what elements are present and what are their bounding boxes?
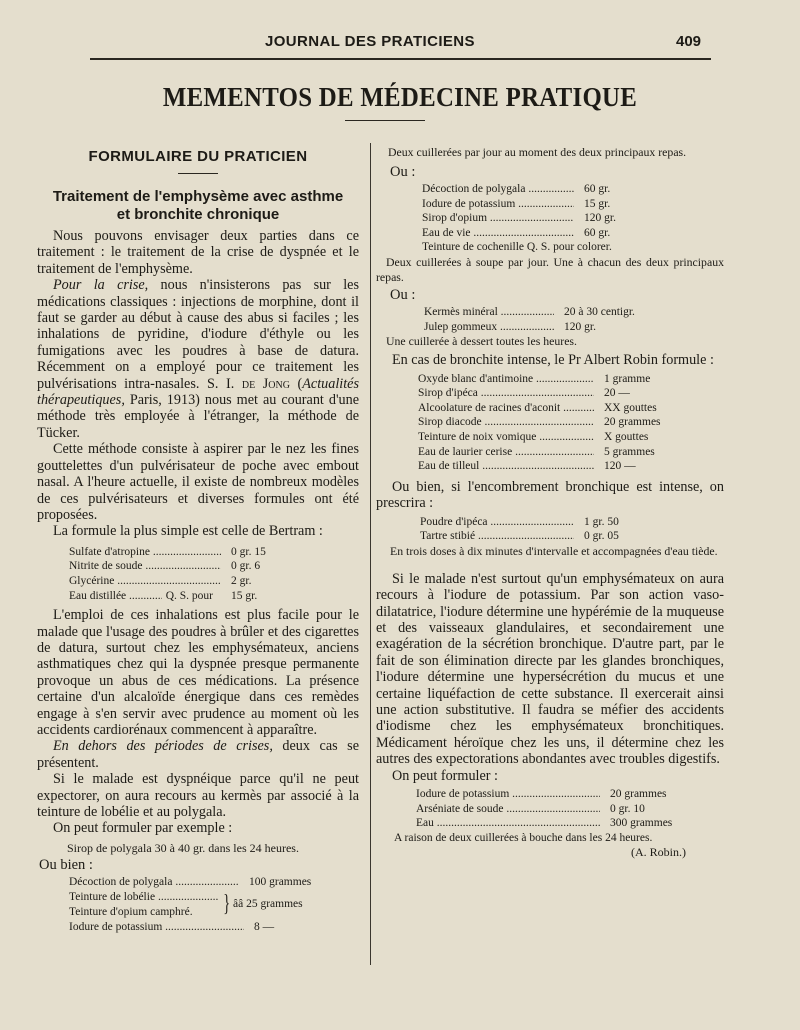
formula-row xyxy=(418,459,694,474)
right-column xyxy=(376,145,724,860)
formula-polygala xyxy=(37,875,319,935)
formula-row xyxy=(422,226,674,241)
formula-row xyxy=(422,197,674,212)
ingredient-dose: 0 gr. 05 xyxy=(584,530,619,543)
ingredient-dose: 15 gr. xyxy=(231,589,258,602)
section-title: FORMULAIRE DU PRATICIEN xyxy=(88,148,308,165)
ingredient-qs: Q. S. pour xyxy=(165,589,213,602)
ingredient-dose: 100 grammes xyxy=(249,876,312,889)
posology-a: Deux cuillerées à soupe par jour. Une à chacun des deux principaux repas. xyxy=(376,254,724,284)
ingredient-name: Teinture de lobélie ..... xyxy=(69,890,219,905)
ingredient-name: Eau distillée ..... xyxy=(69,589,162,604)
paragraph-method: Cette méthode consiste à aspirer par le nez les fines gouttelettes d'un pulvérisateur de poche avec embout nasal. A l'heure actuelle, il existe de nombreux modèles de ces pulvérisateurs et diverses formules ont été proposées. xyxy=(37,441,359,523)
ingredient-name: Kermès minéral ..... xyxy=(424,305,554,320)
ingredient-dose: 20 grammes xyxy=(610,788,667,800)
ingredient-name: Sirop d'ipéca ..... xyxy=(418,386,594,401)
formula-row xyxy=(69,920,319,935)
formula-row xyxy=(416,802,700,817)
formula-row xyxy=(418,415,694,430)
formula-row xyxy=(416,816,700,831)
paragraph-inhalations: L'emploi de ces inhalations est plus facile pour le malade que l'usage des poudres à brûler et des cigarettes de datura, surtout chez les emphysémateux, anciens asthmatiques chez qui la dyspnée presque permanente provoque un abus de ces médications. La présence certaine d'un alcaloïde énergique dans ces remèdes engage à s'en servir avec prudence au moment où les accidents cardiorénaux commencent à apparaître. xyxy=(37,607,359,738)
crisis-text-b: Paris, 1913) nous met au courant d'une méthode très employée à l'étranger, la méthode de Tücker. xyxy=(37,392,359,441)
ou-bien-label: Ou bien : xyxy=(39,857,93,874)
formula-row xyxy=(424,305,654,320)
paragraph-formuler: On peut formuler : xyxy=(392,767,498,784)
ingredient-dose: X gouttes xyxy=(604,430,649,443)
ingredient-name: Teinture d'opium camphré. xyxy=(69,906,193,919)
ingredient-name: Sirop d'opium ..... xyxy=(422,211,574,226)
formula-row xyxy=(422,211,674,226)
ingredient-name: Alcoolature de racines d'aconit ..... xyxy=(418,401,594,416)
ingredient-dose: 0 gr. 10 xyxy=(610,802,645,815)
paragraph-iodure: Si le malade n'est surtout qu'un emphysémateux on aura recours à l'iodure de potassium. Par son action vaso-dilatatrice, l'iodure détermine une hypérémie de la muqueuse et des vaisseaux glandulaires, et secondairement une exagération de la sécrétion bronchique. D'autre part, par le fait de son élimination directe par les glandes bronchiques, l'iodure détermine une hypersécrétion du mucus et une certaine liquéfaction de cette substance. Il exercerait ainsi une action substitutive. Il faudra se méfier des accidents d'iodisme chez les emphysémateux bronchitiques. Médicament héroïque chez les uns, il détermine chez les autres des expectorations abondantes avec troubles digestifs. xyxy=(376,570,724,768)
ingredient-name: Poudre d'ipéca ..... xyxy=(420,515,574,530)
sirop-line: Sirop de polygala 30 à 40 gr. dans les 24 heures. xyxy=(67,840,299,855)
ingredient-dose: XX gouttes xyxy=(604,401,657,414)
formula-row xyxy=(418,386,694,401)
ingredient-dose: 20 grammes xyxy=(604,416,661,429)
ingredient-name: Arséniate de soude ..... xyxy=(416,802,600,817)
formula-bertram xyxy=(37,545,359,603)
ingredient-name: Décoction de polygala ..... xyxy=(422,182,574,197)
ingredient-dose: 0 gr. 6 xyxy=(231,560,261,573)
ingredient-name: Iodure de potassium ..... xyxy=(422,197,574,212)
ingredient-name: Oxyde blanc d'antimoine ..... xyxy=(418,372,594,387)
outside-crisis-rest: deux cas se présentent. xyxy=(37,738,359,771)
ingredient-dose: 2 gr. xyxy=(231,574,252,587)
running-header xyxy=(0,33,800,53)
formula-row xyxy=(69,574,321,589)
paragraph-intro: Nous pouvons envisager deux parties dans ce traitement : le traitement de la crise de dyspnée et le traitement de l'emphysème. xyxy=(37,228,359,277)
formula-row xyxy=(424,320,654,335)
paragraph-encombrement: Ou bien, si l'encombrement bronchique est intense, on prescrira : xyxy=(376,478,724,512)
formula-final xyxy=(376,787,724,831)
ingredient-name: Eau de laurier cerise ..... xyxy=(418,445,594,460)
formula-row xyxy=(422,182,674,197)
article-title-line-2: et bronchite chronique xyxy=(116,206,280,223)
article-title xyxy=(37,188,359,224)
page-number: 409 xyxy=(676,33,702,50)
brace-dose: ââ 25 grammes xyxy=(233,898,303,911)
formula-row xyxy=(69,545,321,560)
ingredient-dose: 1 gr. 50 xyxy=(584,515,619,528)
outside-crisis-lead: En dehors des périodes de crises, xyxy=(53,738,273,755)
crisis-author: de Jong xyxy=(241,375,290,392)
ingredient-name: Sirop diacode ..... xyxy=(418,415,594,430)
formula-row xyxy=(418,445,694,460)
formula-a xyxy=(376,182,724,240)
formula-row xyxy=(69,559,321,574)
crisis-text-a: nous n'insisterons pas sur les médications classiques : injections de morphine, dont il faut se garder au début à cause des abus si faciles ; les inhalations de pyridine, d'iodure d'éthyle ou les fumigations avec les poudres à base de datura. Récemment on a employé pour ce traitement les pulvérisations intra-nasales. S. I. xyxy=(37,277,359,392)
crisis-paren: ( xyxy=(289,375,303,392)
ingredient-name: Décoction de polygala ..... xyxy=(69,875,239,890)
section-rule xyxy=(178,173,218,174)
page-title: MEMENTOS DE MÉDECINE PRATIQUE xyxy=(162,82,638,112)
formula-row xyxy=(416,787,700,802)
paragraph-example: On peut formuler par exemple : xyxy=(53,820,233,837)
ingredient-dose: 15 gr. xyxy=(584,197,611,210)
ingredient-dose: 120 gr. xyxy=(584,212,616,225)
paragraph-bertram: La formule la plus simple est celle de Bertram : xyxy=(53,523,323,540)
ingredient-name: Nitrite de soude ..... xyxy=(69,559,221,574)
crisis-journal: Actualités thérapeutiques, xyxy=(37,375,359,409)
ingredient-name: Tartre stibié ..... xyxy=(420,529,574,544)
posology-final: A raison de deux cuillerées à bouche dans les 24 heures. xyxy=(394,831,653,844)
ingredient-name: Iodure de potassium ..... xyxy=(69,920,244,935)
ingredient-dose: 1 gramme xyxy=(604,372,651,385)
paragraph-outside-crisis xyxy=(37,738,359,771)
paragraph-robin: En cas de bronchite intense, le Pr Albert Robin formule : xyxy=(392,352,714,369)
formula-row xyxy=(418,401,694,416)
ingredient-name: Glycérine ..... xyxy=(69,574,221,589)
ingredient-dose: 60 gr. xyxy=(584,183,611,195)
ingredient-dose: 20 à 30 centigr. xyxy=(564,305,635,318)
ingredient-dose: 5 grammes xyxy=(604,445,655,458)
ingredient-name: Eau de vie ..... xyxy=(422,226,574,241)
formula-row xyxy=(418,372,694,387)
formula-a-note: Teinture de cochenille Q. S. pour colorer. xyxy=(422,241,612,254)
formula-row xyxy=(418,430,694,445)
ingredient-dose: 300 grammes xyxy=(610,817,673,830)
ingredient-name: Eau de tilleul ..... xyxy=(418,459,594,474)
journal-title: JOURNAL DES PRATICIENS xyxy=(265,33,475,50)
crisis-lead: Pour la crise, xyxy=(53,277,149,294)
formula-robin xyxy=(376,372,724,474)
ingredient-dose: 0 gr. 15 xyxy=(231,545,266,558)
paragraph-crisis xyxy=(37,277,359,441)
brace: } xyxy=(223,891,231,918)
formula-ipeca xyxy=(376,515,724,544)
article-title-line-1: Traitement de l'emphysème avec asthme xyxy=(52,188,344,205)
ou-label-2: Ou : xyxy=(390,286,416,303)
ingredient-name: Sulfate d'atropine ..... xyxy=(69,545,221,560)
posology-b: Une cuillerée à dessert toutes les heures. xyxy=(386,334,577,349)
ingredient-name: Teinture de noix vomique ..... xyxy=(418,430,594,445)
ou-label-1: Ou : xyxy=(390,164,416,180)
ingredient-name: Eau ..... xyxy=(416,816,600,831)
ingredient-dose: 120 gr. xyxy=(564,320,596,333)
formula-row xyxy=(420,515,674,530)
ingredient-name: Julep gommeux ..... xyxy=(424,320,554,335)
title-rule xyxy=(345,120,425,121)
formula-row xyxy=(420,529,674,544)
formula-row xyxy=(69,875,319,890)
formula-b xyxy=(376,305,724,334)
posology-ipeca: En trois doses à dix minutes d'intervalle et accompagnées d'eau tiède. xyxy=(390,543,718,558)
column-divider xyxy=(370,143,371,965)
ingredient-dose: 8 — xyxy=(254,921,275,934)
signature: (A. Robin.) xyxy=(631,845,686,860)
ingredient-dose: 20 — xyxy=(604,387,630,400)
ingredient-dose: 60 gr. xyxy=(584,226,611,239)
posology-intro: Deux cuillerées par jour au moment des deux principaux repas. xyxy=(388,145,687,159)
paragraph-dyspneic: Si le malade est dyspnéique parce qu'il ne peut expectorer, on aura recours au kermès par associé à la teinture de lobélie et au polygala. xyxy=(37,771,359,820)
header-rule xyxy=(90,58,711,60)
ingredient-name: Iodure de potassium ..... xyxy=(416,787,600,802)
ingredient-dose: 120 — xyxy=(604,460,636,473)
formula-row xyxy=(69,589,321,604)
left-column xyxy=(37,145,359,935)
